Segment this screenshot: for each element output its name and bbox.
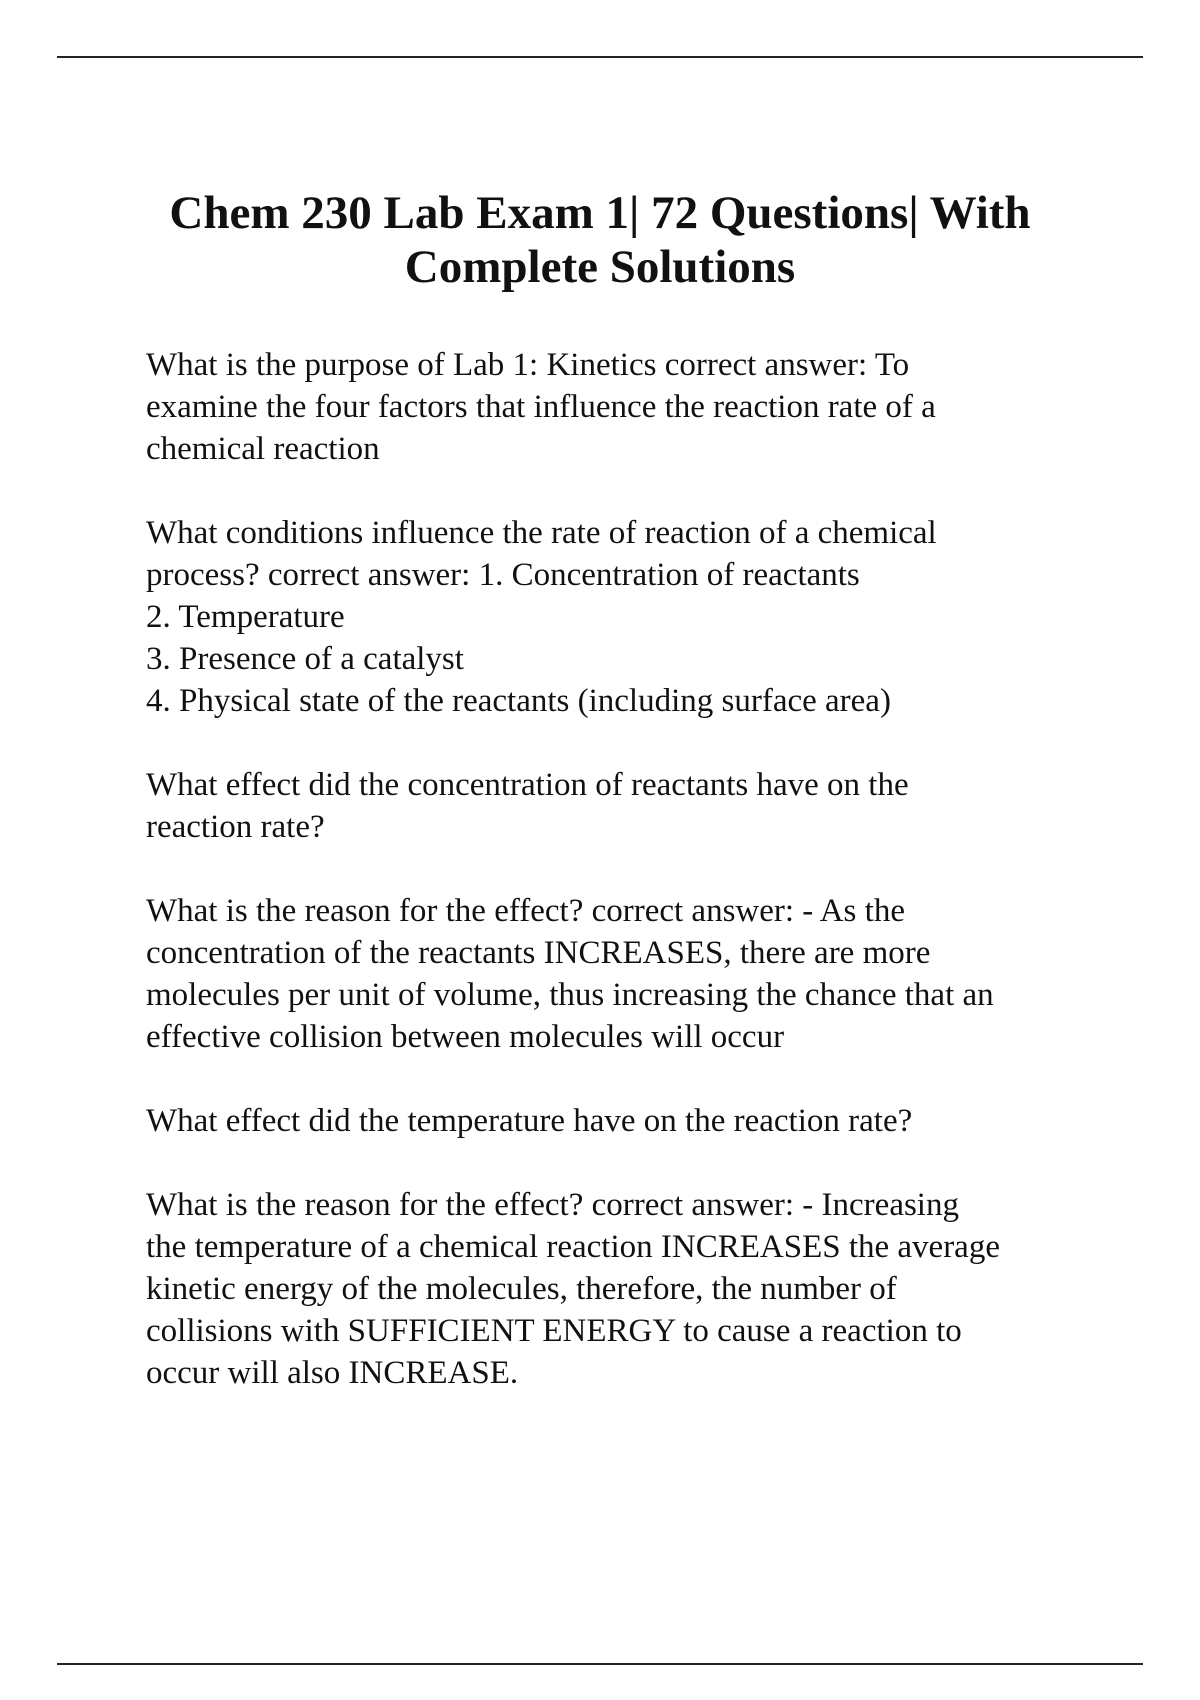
qa-line: What is the purpose of Lab 1: Kinetics correct answer: To bbox=[146, 347, 910, 383]
qa-line: What is the reason for the effect? correct answer: - As the bbox=[146, 893, 905, 929]
qa-line: chemical reaction bbox=[146, 431, 380, 467]
qa-item-temperature-effect bbox=[146, 1100, 1106, 1142]
qa-line: concentration of the reactants INCREASES, there are more bbox=[146, 935, 931, 971]
qa-list bbox=[146, 344, 1106, 1436]
qa-line: What conditions influence the rate of reaction of a chemical bbox=[146, 515, 937, 551]
qa-line: kinetic energy of the molecules, therefore, the number of bbox=[146, 1271, 897, 1307]
document-title bbox=[120, 186, 1080, 294]
qa-line: 3. Presence of a catalyst bbox=[146, 641, 464, 677]
qa-line: 4. Physical state of the reactants (including surface area) bbox=[146, 683, 891, 719]
qa-item-concentration-reason bbox=[146, 890, 1106, 1058]
title-line-1: Chem 230 Lab Exam 1| 72 Questions| With bbox=[169, 187, 1031, 239]
qa-item-temperature-reason bbox=[146, 1184, 1106, 1394]
qa-line: process? correct answer: 1. Concentration of reactants bbox=[146, 557, 860, 593]
qa-item-purpose-of-lab bbox=[146, 344, 1106, 470]
qa-line: occur will also INCREASE. bbox=[146, 1355, 519, 1391]
qa-line: What is the reason for the effect? correct answer: - Increasing bbox=[146, 1187, 959, 1223]
title-line-2: Complete Solutions bbox=[404, 241, 796, 293]
header-rule bbox=[57, 56, 1143, 58]
qa-line: molecules per unit of volume, thus increasing the chance that an bbox=[146, 977, 994, 1013]
qa-line: effective collision between molecules will occur bbox=[146, 1019, 785, 1055]
qa-line: What effect did the concentration of reactants have on the bbox=[146, 767, 909, 803]
qa-line: examine the four factors that influence the reaction rate of a bbox=[146, 389, 936, 425]
qa-line: What effect did the temperature have on the reaction rate? bbox=[146, 1103, 913, 1139]
footer-rule bbox=[57, 1663, 1143, 1665]
qa-line: 2. Temperature bbox=[146, 599, 345, 635]
qa-item-concentration-effect bbox=[146, 764, 1106, 848]
qa-line: reaction rate? bbox=[146, 809, 325, 845]
qa-line: collisions with SUFFICIENT ENERGY to cause a reaction to bbox=[146, 1313, 962, 1349]
qa-line: the temperature of a chemical reaction INCREASES the average bbox=[146, 1229, 1000, 1265]
qa-item-conditions bbox=[146, 512, 1106, 722]
